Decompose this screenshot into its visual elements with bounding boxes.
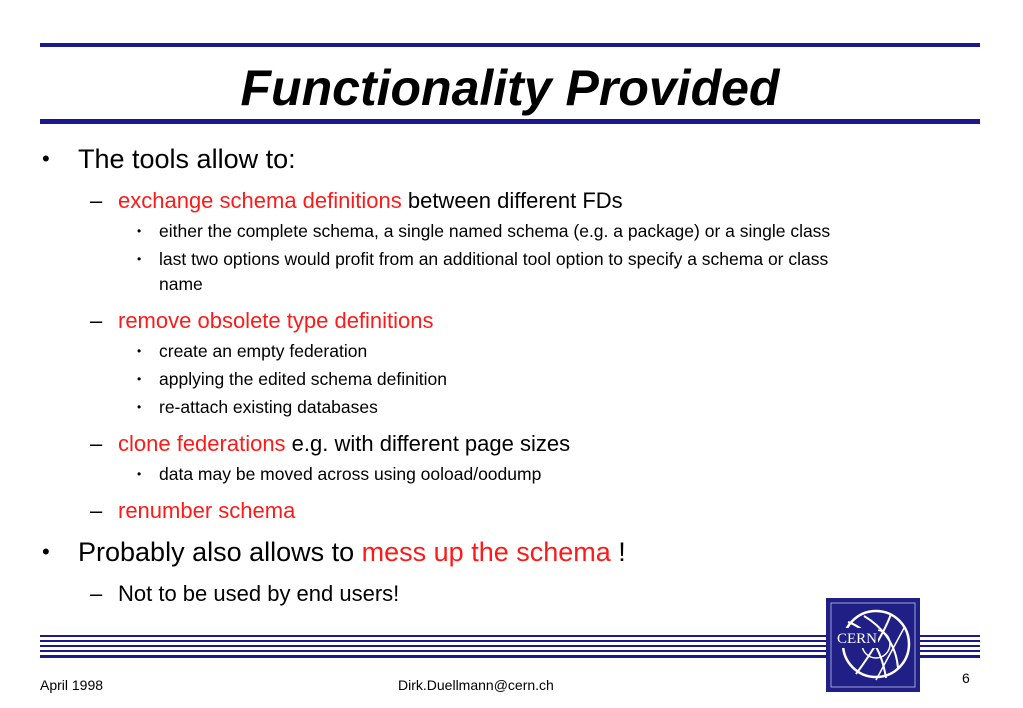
bullet-marker: • bbox=[137, 400, 142, 414]
bullet-text: data may be moved across using ooload/oodump bbox=[159, 464, 542, 484]
footer-author: Dirk.Duellmann@cern.ch bbox=[398, 677, 554, 693]
detail-reattach-databases bbox=[40, 395, 980, 420]
bullet-text: e.g. with different page sizes bbox=[285, 431, 571, 456]
footer-date: April 1998 bbox=[40, 677, 104, 693]
detail-edited-schema bbox=[40, 367, 980, 392]
dash-marker: – bbox=[90, 431, 103, 456]
bullet-marker: • bbox=[137, 372, 142, 386]
subbullet-exchange-schema bbox=[40, 185, 980, 216]
highlight-text: remove obsolete type definitions bbox=[118, 308, 434, 333]
bullet-text: Not to be used by end users! bbox=[118, 581, 400, 606]
title-underline bbox=[40, 119, 980, 124]
bullet-text: last two options would profit from an additional tool option to specify a schema or class bbox=[159, 249, 829, 269]
top-rule bbox=[40, 43, 980, 47]
bullet-text: either the complete schema, a single named schema (e.g. a package) or a single class bbox=[159, 221, 831, 241]
bullet-text: create an empty federation bbox=[159, 341, 368, 361]
bullet-mess-up-schema bbox=[40, 534, 980, 570]
slide-content bbox=[40, 141, 980, 609]
detail-last-two-options-continued bbox=[40, 272, 980, 297]
bullet-text: applying the edited schema definition bbox=[159, 369, 447, 389]
subbullet-clone-federations bbox=[40, 428, 980, 459]
bullet-text: re-attach existing databases bbox=[159, 397, 378, 417]
detail-ooload-oodump bbox=[40, 462, 980, 487]
bullet-marker: • bbox=[137, 252, 142, 266]
bullet-marker: • bbox=[137, 467, 142, 481]
highlight-text: renumber schema bbox=[118, 498, 296, 523]
highlight-text: clone federations bbox=[118, 431, 286, 456]
dash-marker: – bbox=[90, 188, 103, 213]
bullet-text: The tools allow to: bbox=[78, 144, 296, 174]
page-number: 6 bbox=[962, 670, 970, 686]
subbullet-remove-obsolete bbox=[40, 305, 980, 336]
bullet-text: Probably also allows to bbox=[78, 537, 362, 567]
detail-last-two-options bbox=[40, 247, 980, 272]
detail-empty-federation bbox=[40, 339, 980, 364]
cern-logo-icon bbox=[826, 598, 920, 692]
logo-text: CERN bbox=[836, 631, 878, 647]
dash-marker: – bbox=[90, 308, 103, 333]
dash-marker: – bbox=[90, 498, 103, 523]
bullet-text-after: ! bbox=[610, 537, 626, 567]
bullet-marker: • bbox=[137, 224, 142, 238]
subbullet-renumber-schema bbox=[40, 495, 980, 526]
highlight-text: exchange schema definitions bbox=[118, 188, 402, 213]
dash-marker: – bbox=[90, 581, 103, 606]
highlight-text: mess up the schema bbox=[361, 537, 611, 567]
detail-complete-schema bbox=[40, 219, 980, 244]
bullet-text-continued: name bbox=[159, 274, 203, 294]
bullet-marker: • bbox=[137, 344, 142, 358]
bullet-tools-allow bbox=[40, 141, 980, 177]
bullet-text: between different FDs bbox=[401, 188, 623, 213]
bullet-marker: • bbox=[42, 146, 50, 171]
bullet-marker: • bbox=[42, 539, 50, 564]
slide-title: Functionality Provided bbox=[240, 60, 780, 116]
